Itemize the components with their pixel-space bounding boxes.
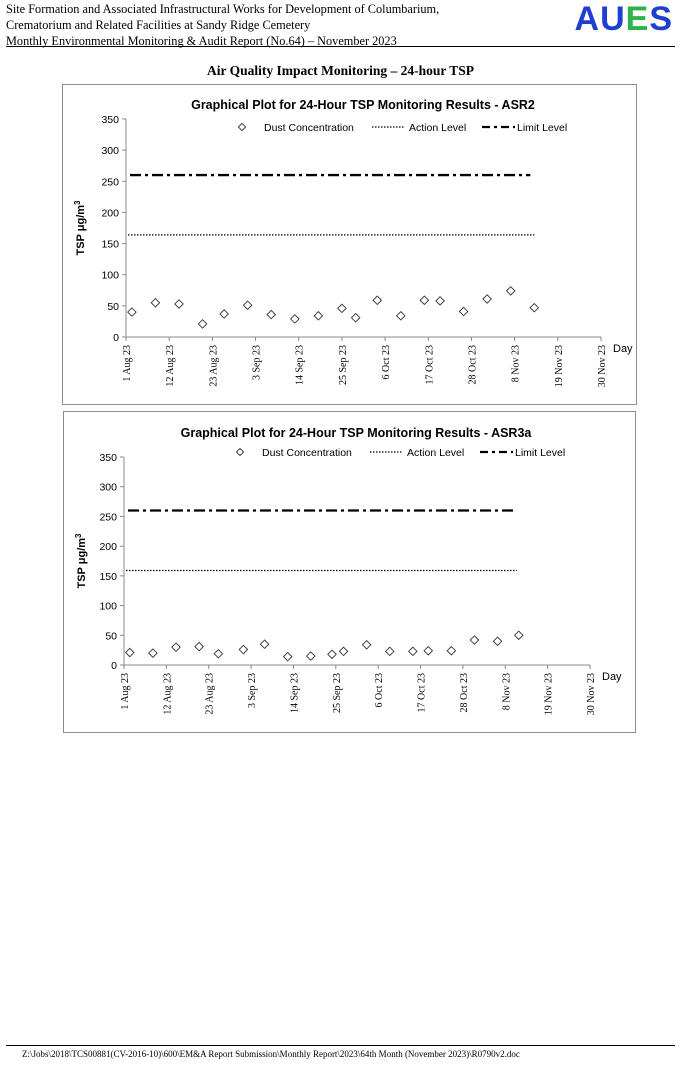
header-line-3: Monthly Environmental Monitoring & Audit Report (No.64) – November 2023 [6, 34, 397, 48]
chart-asr3a-svg [64, 412, 635, 732]
x-tick-label: 6 Oct 23 [374, 673, 386, 708]
x-tick-label: 28 Oct 23 [467, 345, 479, 385]
legend-dust-label: Dust Concentration [262, 447, 352, 459]
dust-concentration-point [386, 647, 394, 655]
x-tick-label: 23 Aug 23 [204, 673, 216, 715]
logo-part-3: S [649, 0, 673, 38]
y-tick-label: 0 [111, 660, 117, 672]
dust-concentration-point [493, 637, 501, 645]
dust-concentration-point [351, 313, 359, 321]
report-header [6, 1, 546, 49]
x-tick-label: 19 Nov 23 [543, 673, 555, 716]
section-title: Air Quality Impact Monitoring – 24-hour TSP [206, 63, 475, 78]
x-tick-label: 30 Nov 23 [586, 673, 597, 716]
dust-concentration-point [424, 647, 432, 655]
legend-limit-label: Limit Level [515, 447, 566, 459]
dust-concentration-point [291, 315, 299, 323]
chart-asr2 [62, 84, 637, 405]
y-tick-label: 50 [107, 300, 119, 313]
y-tick-label: 150 [99, 570, 117, 583]
dust-concentration-point [373, 296, 381, 304]
legend-dust-label: Dust Concentration [264, 122, 354, 134]
dust-concentration-point [397, 312, 405, 320]
dust-concentration-point [220, 310, 228, 318]
dust-concentration-point [128, 308, 136, 316]
y-tick-label: 200 [99, 541, 117, 554]
dust-concentration-point [239, 645, 247, 653]
aues-logo [575, 2, 673, 36]
dust-concentration-point [515, 631, 523, 639]
x-tick-label: 12 Aug 23 [162, 673, 174, 715]
x-tick-label: 17 Oct 23 [424, 345, 436, 385]
chart-asr3a [63, 411, 636, 733]
dust-concentration-point [338, 304, 346, 312]
header-line-2: Crematorium and Related Facilities at Sandy Ridge Cemetery [6, 18, 311, 32]
dust-concentration-point [198, 320, 206, 328]
header-line-1: Site Formation and Associated Infrastructural Works for Development of Columbarium, [6, 2, 440, 16]
y-tick-label: 0 [113, 332, 119, 344]
x-tick-label: 1 Aug 23 [122, 345, 133, 382]
dust-concentration-point [195, 642, 203, 650]
x-tick-label: 14 Sep 23 [289, 673, 301, 713]
y-axis-label-superscript: 3 [73, 200, 82, 205]
x-tick-label: 1 Aug 23 [120, 673, 131, 710]
y-tick-label: 350 [99, 452, 117, 464]
y-tick-label: 300 [101, 145, 119, 158]
footer-file-path: Z:\Jobs\2018\TCS00881(CV-2016-10)\600\EM&A Report Submission\Monthly Report\2023\64th Month (November 2023)\R0790v2.doc [22, 1049, 520, 1059]
x-tick-label: 12 Aug 23 [165, 345, 177, 387]
y-tick-label: 150 [101, 238, 119, 251]
y-tick-label: 100 [101, 269, 119, 282]
dust-concentration-point [328, 650, 336, 658]
x-tick-label: 3 Sep 23 [251, 345, 263, 380]
dust-concentration-point [267, 310, 275, 318]
legend-action-label: Action Level [407, 447, 465, 459]
dust-concentration-point [459, 307, 467, 315]
y-tick-label: 300 [99, 481, 117, 494]
x-tick-label: 8 Nov 23 [510, 345, 522, 383]
dust-concentration-point [436, 297, 444, 305]
chart-title: Graphical Plot for 24-Hour TSP Monitoring Results - ASR2 [191, 98, 535, 112]
dust-concentration-point [339, 647, 347, 655]
dust-concentration-point [483, 295, 491, 303]
x-tick-label: 6 Oct 23 [381, 345, 393, 380]
footer-divider [6, 1045, 675, 1046]
dust-concentration-point [420, 296, 428, 304]
x-tick-label: 14 Sep 23 [294, 345, 306, 385]
x-tick-label: 28 Oct 23 [458, 673, 470, 713]
dust-concentration-point [447, 647, 455, 655]
dust-concentration-point [172, 643, 180, 651]
y-axis-label: TSP $\mu g/m^3$ [74, 533, 88, 589]
x-tick-label: 30 Nov 23 [597, 345, 608, 388]
dust-concentration-point [283, 652, 291, 660]
dust-concentration-point [314, 312, 322, 320]
dust-concentration-point [362, 641, 370, 649]
y-tick-label: 250 [101, 176, 119, 189]
x-axis-label: Day [613, 343, 633, 355]
x-tick-label: 19 Nov 23 [553, 345, 565, 388]
x-axis-label: Day [602, 671, 622, 683]
y-tick-label: 200 [101, 207, 119, 220]
y-axis-label: TSP $\mu g/m^3$ [73, 200, 87, 256]
logo-part-2: E [625, 0, 650, 38]
y-tick-label: 100 [99, 600, 117, 613]
dust-concentration-point [507, 287, 515, 295]
chart-title: Graphical Plot for 24-Hour TSP Monitoring Results - ASR3a [180, 426, 532, 440]
y-tick-label: 350 [101, 114, 119, 126]
chart-asr2-svg [63, 85, 636, 404]
y-tick-label: 50 [105, 630, 117, 643]
dust-concentration-point [260, 640, 268, 648]
logo-part-1: AU [574, 0, 626, 38]
x-tick-label: 8 Nov 23 [501, 673, 513, 711]
x-tick-label: 23 Aug 23 [208, 345, 220, 387]
dust-concentration-point [470, 636, 478, 644]
header-divider [6, 46, 675, 47]
x-tick-label: 17 Oct 23 [416, 673, 428, 713]
dust-concentration-point [151, 299, 159, 307]
x-tick-label: 25 Sep 23 [337, 345, 349, 385]
legend-action-label: Action Level [409, 122, 467, 134]
legend-dust-marker [238, 123, 245, 130]
dust-concentration-point [175, 300, 183, 308]
dust-concentration-point [530, 304, 538, 312]
dust-concentration-point [149, 649, 157, 657]
y-tick-label: 250 [99, 511, 117, 524]
y-axis-label-superscript: 3 [74, 533, 83, 538]
dust-concentration-point [243, 301, 251, 309]
x-tick-label: 25 Sep 23 [331, 673, 343, 713]
dust-concentration-point [307, 652, 315, 660]
dust-concentration-point [409, 647, 417, 655]
dust-concentration-point [214, 650, 222, 658]
x-tick-label: 3 Sep 23 [247, 673, 259, 708]
legend-dust-marker [236, 448, 243, 455]
legend-limit-label: Limit Level [517, 122, 568, 134]
dust-concentration-point [126, 648, 134, 656]
